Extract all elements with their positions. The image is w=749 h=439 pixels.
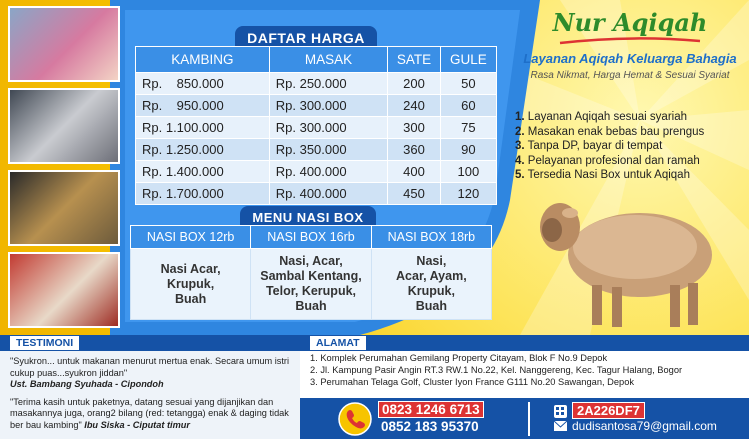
address-line: 2. Jl. Kampung Pasir Angin RT.3 RW.1 No.22, Kel. Nanggereng, Kec. Tagur Halang, Bogor xyxy=(310,364,683,375)
brand-name: Nur Aqiqah xyxy=(552,8,708,37)
price-cell: 50 xyxy=(440,73,496,95)
price-cell: 200 xyxy=(388,73,441,95)
price-cell: 100 xyxy=(440,161,496,183)
price-row xyxy=(136,73,497,95)
brand-tagline: Layanan Aqiqah Keluarga Bahagia xyxy=(523,51,737,66)
price-row xyxy=(136,139,497,161)
menu-item: Acar, Ayam, xyxy=(396,269,467,283)
price-cell: Rp. 400.000 xyxy=(269,161,387,183)
goat-carcass-photo xyxy=(8,88,120,164)
feature-number: 5. xyxy=(515,169,525,181)
price-row xyxy=(136,95,497,117)
menu-item: Nasi Acar, xyxy=(160,261,221,276)
email-icon xyxy=(554,421,567,431)
price-cell: Rp. 300.000 xyxy=(269,95,387,117)
alamat-label: ALAMAT xyxy=(310,336,366,350)
sheep-image xyxy=(530,185,720,333)
bbm-pin[interactable]: 2A226DF7 xyxy=(572,402,645,419)
price-col-header: MASAK xyxy=(269,47,387,73)
price-cell: 300 xyxy=(388,117,441,139)
feature-item xyxy=(515,125,745,140)
testimonial-2 xyxy=(10,397,300,432)
price-cell: 240 xyxy=(388,95,441,117)
divider xyxy=(528,402,530,436)
price-cell: Rp. 1.400.000 xyxy=(136,161,270,183)
price-cell: Rp. 1.700.000 xyxy=(136,183,270,205)
nasi-box-menu xyxy=(371,249,491,320)
feature-item xyxy=(515,139,745,154)
price-cell: Rp. 1.100.000 xyxy=(136,117,270,139)
price-row xyxy=(136,161,497,183)
feature-text: Pelayanan profesional dan ramah xyxy=(527,154,700,167)
price-col-header: GULE xyxy=(440,47,496,73)
nasi-box-menu xyxy=(131,249,251,320)
feature-text: Tersedia Nasi Box untuk Aqiqah xyxy=(527,169,690,181)
menu-item: Telor, Kerupuk, xyxy=(265,284,357,298)
testimonial-quote: "Terima kasih untuk paketnya, datang sesuai yang dijanjikan dan masakannya juga, orang2 bilang (red: tetangga) enak & daging tidak ber bau kambing" xyxy=(10,396,289,430)
price-cell: Rp. 400.000 xyxy=(269,183,387,205)
price-cell: 60 xyxy=(440,95,496,117)
price-table-title: DAFTAR HARGA xyxy=(235,26,377,50)
menu-item: Sambal Kentang, xyxy=(260,269,362,283)
nasi-box-table xyxy=(130,225,492,320)
price-cell: 450 xyxy=(388,183,441,205)
price-row xyxy=(136,183,497,205)
address-list xyxy=(310,353,749,388)
price-cell: 75 xyxy=(440,117,496,139)
price-cell: Rp. 300.000 xyxy=(269,117,387,139)
feature-text: Tanpa DP, bayar di tempat xyxy=(527,140,663,152)
price-col-header: KAMBING xyxy=(136,47,270,73)
feature-item xyxy=(515,110,745,125)
brand-logo xyxy=(520,8,740,81)
phone-number-2[interactable]: 0852 183 95370 xyxy=(381,419,479,434)
menu-item: Nasi, xyxy=(416,254,447,268)
cooked-food-photo xyxy=(8,170,120,246)
feature-item xyxy=(515,154,745,169)
price-col-header: SATE xyxy=(388,47,441,73)
feature-text: Layanan Aqiqah sesuai syariah xyxy=(527,111,687,123)
price-cell: 360 xyxy=(388,139,441,161)
price-cell: Rp. 250.000 xyxy=(269,73,387,95)
feature-item xyxy=(515,168,745,183)
feature-number: 3. xyxy=(515,140,525,152)
testimonial-quote: "Syukron... untuk makanan menurut mertua enak. Secara umum istri cukup puas...syukron jiddan" xyxy=(10,356,290,378)
nasi-box-menu xyxy=(251,249,372,320)
nasi-box-header: NASI BOX 12rb xyxy=(131,226,251,249)
price-cell: Rp. 350.000 xyxy=(269,139,387,161)
bbm-icon xyxy=(554,405,567,418)
testimonial-author: Ibu Siska - Ciputat timur xyxy=(84,419,190,430)
phone-icon xyxy=(338,402,372,436)
menu-item: Buah xyxy=(174,291,207,306)
nasi-box-header: NASI BOX 18rb xyxy=(371,226,491,249)
nasi-box-header: NASI BOX 16rb xyxy=(251,226,372,249)
testimonial-author: Ust. Bambang Syuhada - Cipondoh xyxy=(10,379,164,389)
menu-item: Krupuk, xyxy=(167,276,215,291)
photo-column xyxy=(8,6,124,334)
brand-underline xyxy=(555,37,705,45)
feature-list xyxy=(515,110,745,183)
feature-number: 2. xyxy=(515,125,525,138)
address-line: 1. Komplek Perumahan Gemilang Property Citayam, Blok F No.9 Depok xyxy=(310,353,608,363)
family-photo xyxy=(8,6,120,82)
price-table xyxy=(135,46,497,205)
feature-number: 4. xyxy=(515,154,525,167)
phone-number-1[interactable]: 0823 1246 6713 xyxy=(378,401,484,418)
menu-item: Nasi, Acar, xyxy=(279,254,343,268)
feature-number: 1. xyxy=(515,111,525,123)
price-cell: 90 xyxy=(440,139,496,161)
price-cell: 120 xyxy=(440,183,496,205)
menu-item: Krupuk, xyxy=(407,284,455,298)
testimoni-label: TESTIMONI xyxy=(10,336,79,350)
price-cell: Rp. 850.000 xyxy=(136,73,270,95)
feature-text: Masakan enak bebas bau prengus xyxy=(527,125,705,138)
testimonial-1 xyxy=(10,356,300,391)
price-cell: Rp. 950.000 xyxy=(136,95,270,117)
nasi-box-photo xyxy=(8,252,120,328)
address-line: 3. Perumahan Telaga Golf, Cluster Iyon France G111 No.20 Sawangan, Depok xyxy=(310,376,635,387)
testimoni-list xyxy=(10,356,300,431)
price-cell: Rp. 1.250.000 xyxy=(136,139,270,161)
brand-slogan: Rasa Nikmat, Harga Hemat & Sesuai Syariat xyxy=(530,70,730,81)
email-address[interactable]: dudisantosa79@gmail.com xyxy=(572,419,717,433)
price-row xyxy=(136,117,497,139)
price-cell: 400 xyxy=(388,161,441,183)
nasi-box-title: MENU NASI BOX xyxy=(240,206,376,229)
menu-item: Buah xyxy=(295,299,327,313)
menu-item: Buah xyxy=(415,299,447,313)
alamat-bar xyxy=(300,335,749,351)
